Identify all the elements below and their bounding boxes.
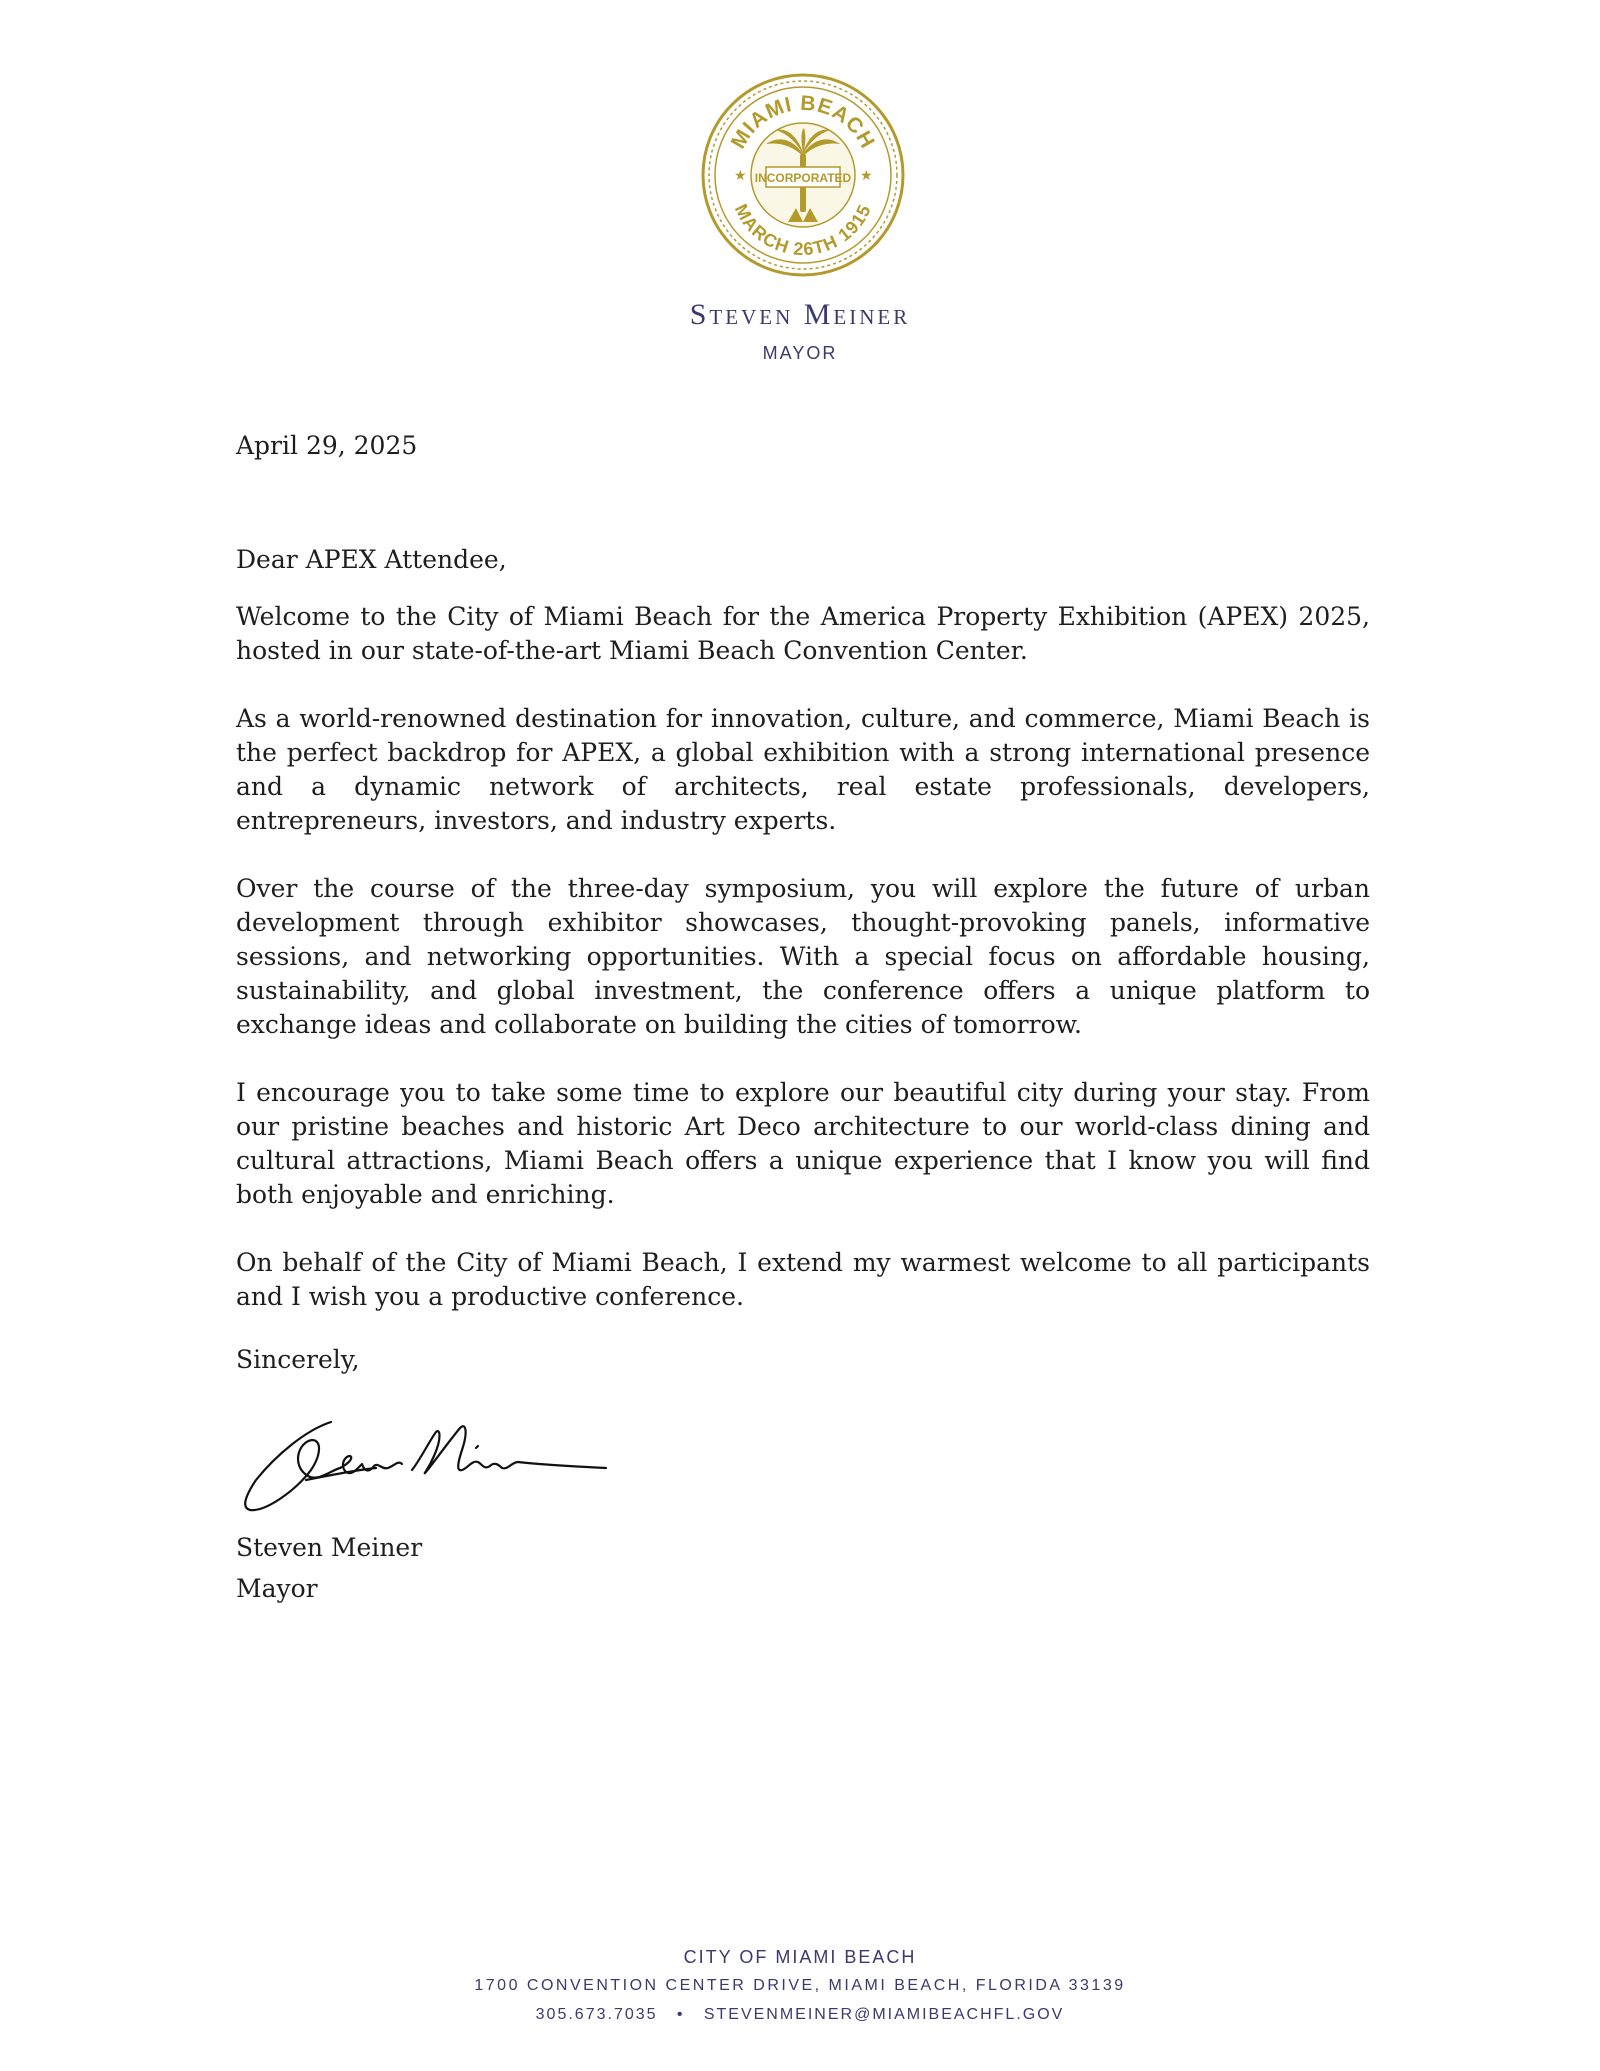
footer-phone: 305.673.7035 [535, 2006, 658, 2023]
signer-title: Mayor [236, 1574, 318, 1603]
footer-city-name: CITY OF MIAMI BEACH [683, 1947, 917, 1967]
svg-text:INCORPORATED: INCORPORATED [754, 171, 852, 185]
svg-text:★: ★ [860, 168, 873, 184]
letter-paragraph: I encourage you to take some time to explore our beautiful city during your stay. From our pristine beaches and historic Art Deco architecture to our world-class dining and cultural attractions, Miami Beach offers a unique experience that I know you will find both enjoyable and enriching. [236, 1078, 1370, 1209]
handwritten-signature [236, 1410, 616, 1520]
svg-text:MIAMI BEACH: MIAMI BEACH [726, 91, 880, 153]
footer-address: 1700 CONVENTION CENTER DRIVE, MIAMI BEACH, FLORIDA 33139 [474, 1977, 1126, 1994]
svg-text:★: ★ [734, 168, 747, 184]
footer-email-link[interactable]: STEVENMEINER@MIAMIBEACHFL.GOV [703, 2006, 1065, 2023]
svg-text:MARCH 26TH 1915: MARCH 26TH 1915 [730, 200, 876, 260]
letter-paragraph: Welcome to the City of Miami Beach for the America Property Exhibition (APEX) 2025, hosted in our state-of-the-art Miami Beach Convention Center. [236, 602, 1370, 665]
header-mayor-name: Steven Meiner [689, 298, 911, 331]
footer-contact [0, 2006, 1600, 2024]
city-seal-logo [700, 72, 906, 278]
header-mayor-title: MAYOR [762, 343, 838, 363]
footer-separator-dot: • [676, 2006, 685, 2023]
letter-body [236, 600, 1370, 1348]
letter-closing: Sincerely, [236, 1345, 360, 1374]
letter-paragraph: As a world-renowned destination for innovation, culture, and commerce, Miami Beach is the perfect backdrop for APEX, a global exhibition with a strong international presence and a dynamic network of architects, real estate professionals, developers, entrepreneurs, investors, and industry experts. [236, 704, 1370, 835]
letter-paragraph: On behalf of the City of Miami Beach, I extend my warmest welcome to all participants and I wish you a productive conference. [236, 1248, 1370, 1311]
signer-name: Steven Meiner [236, 1533, 423, 1562]
signer-block [236, 1527, 1370, 1609]
letter-paragraph: Over the course of the three-day symposium, you will explore the future of urban development through exhibitor showcases, thought-provoking panels, informative sessions, and networking opportunities. With a special focus on affordable housing, sustainability, and global investment, the conference offers a unique platform to exchange ideas and collaborate on building the cities of tomorrow. [236, 874, 1370, 1039]
letter-salutation: Dear APEX Attendee, [236, 545, 507, 574]
letter-date: April 29, 2025 [236, 431, 418, 460]
